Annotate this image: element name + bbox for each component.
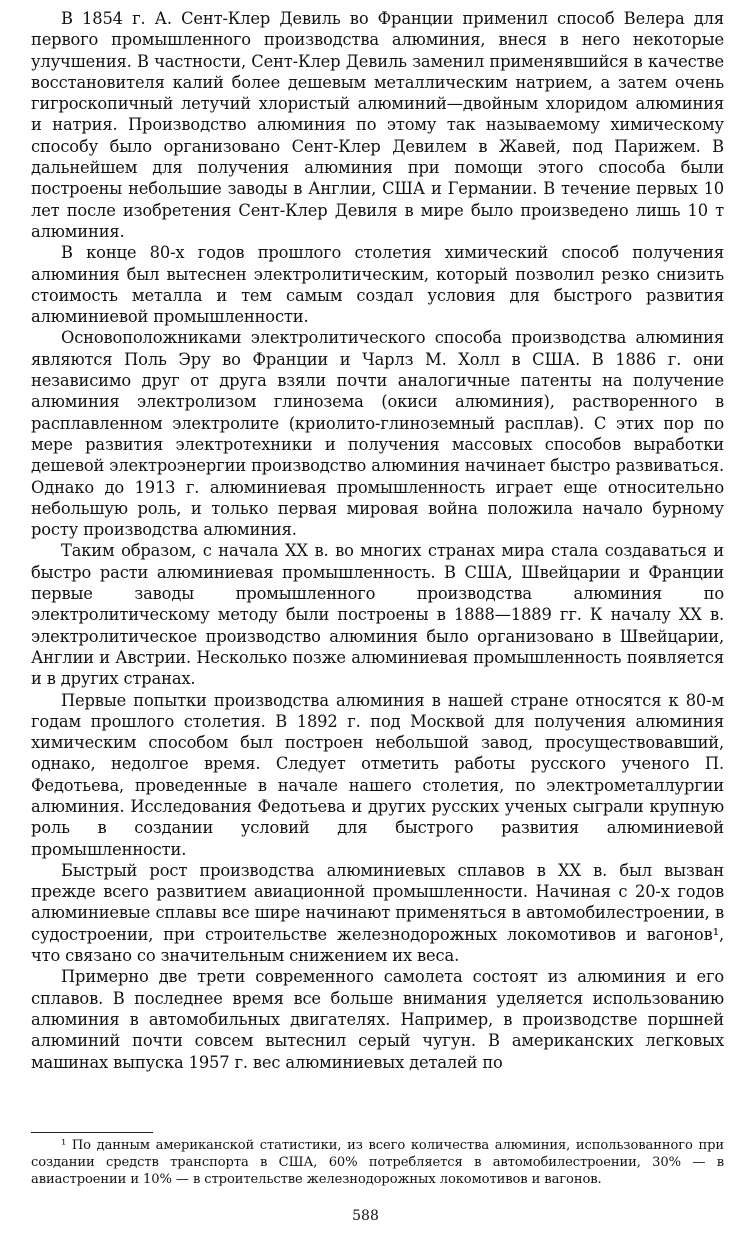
page-number: 588 (352, 1208, 379, 1224)
paragraph-1: В 1854 г. А. Сент-Клер Девиль во Франции применил способ Велера для первого промышленного производства алюминия, внеся в него некоторые улучшения. В частности, Сент-Клер Девиль заменил применявшийся в качестве восстановителя калий более дешевым металлическим натрием, а затем очень гигроскопичный летучий хлористый алюминий—двойным хлоридом алюминия и натрия. Производство алюминия по этому так называемому химическому способу было организовано Сент-Клер Девилем в Жавей, под Парижем. В дальнейшем для получения алюминия при помощи этого способа были построены небольшие заводы в Англии, США и Германии. В течение первых 10 лет после изобретения Сент-Клер Девиля в мире было произведено лишь 10 т алюминия. (31, 9, 724, 241)
paragraph-2: В конце 80-х годов прошлого столетия химический способ получения алюминия был вытеснен электролитическим, который позволил резко снизить стоимость металла и тем самым создал условия для быстрого развития алюминиевой промышленности. (31, 243, 724, 327)
page-body (31, 8, 724, 1073)
paragraph-7: Примерно две трети современного самолета состоят из алюминия и его сплавов. В последнее время все больше внимания уделяется использованию алюминия в автомобильных двигателях. Например, в производстве поршней алюминий почти совсем вытеснил серый чугун. В американских легковых машинах выпуска 1957 г. вес алюминиевых деталей по (31, 967, 724, 1072)
paragraph-4: Таким образом, с начала XX в. во многих странах мира стала создаваться и быстро расти алюминиевая промышленность. В США, Швейцарии и Франции первые заводы промышленного производства алюминия по электролитическому методу были построены в 1888—1889 гг. К началу XX в. электролитическое производство алюминия было организовано в Швейцарии, Англии и Австрии. Несколько позже алюминиевая промышленность появляется и в других странах. (31, 541, 724, 689)
paragraph-3: Основоположниками электролитического способа производства алюминия являются Поль Эру во Франции и Чарлз М. Холл в США. В 1886 г. они независимо друг от друга взяли почти аналогичные патенты на получение алюминия электролизом глинозема (окиси алюминия), растворенного в расплавленном электролите (криолито-глиноземный расплав). С этих пор по мере развития электротехники и получения массовых способов выработки дешевой электроэнергии производство алюминия начинает быстро развиваться. Однако до 1913 г. алюминиевая промышленность играет еще относительно небольшую роль, и только первая мировая война положила начало бурному росту производства алюминия. (31, 328, 724, 540)
paragraph-6: Быстрый рост производства алюминиевых сплавов в XX в. был вызван прежде всего развитием авиационной промышленности. Начиная с 20-х годов алюминиевые сплавы все шире начинают применяться в автомобилестроении, в судостроении, при строительстве железнодорожных локомотивов и вагонов¹, что связано со значительным снижением их веса. (31, 860, 724, 966)
paragraph-5: Первые попытки производства алюминия в нашей стране относятся к 80-м годам прошлого столетия. В 1892 г. под Москвой для получения алюминия химическим способом был построен небольшой завод, просуществовавший, однако, недолгое время. Следует отметить работы русского ученого П. Федотьева, проведенные в начале нашего столетия, по электрометаллургии алюминия. Исследования Федотьева и других русских ученых сыграли крупную роль в создании условий для быстрого развития алюминиевой промышленности. (31, 690, 724, 859)
footnote: ¹ По данным американской статистики, из всего количества алюминия, использованного при создании средств транспорта в США, 60% потребляется в автомобилестроении, 30% — в авиастроении и 10% — в строительстве железнодорожных локомотивов и вагонов. (31, 1138, 724, 1187)
footnote-divider (31, 1132, 153, 1133)
